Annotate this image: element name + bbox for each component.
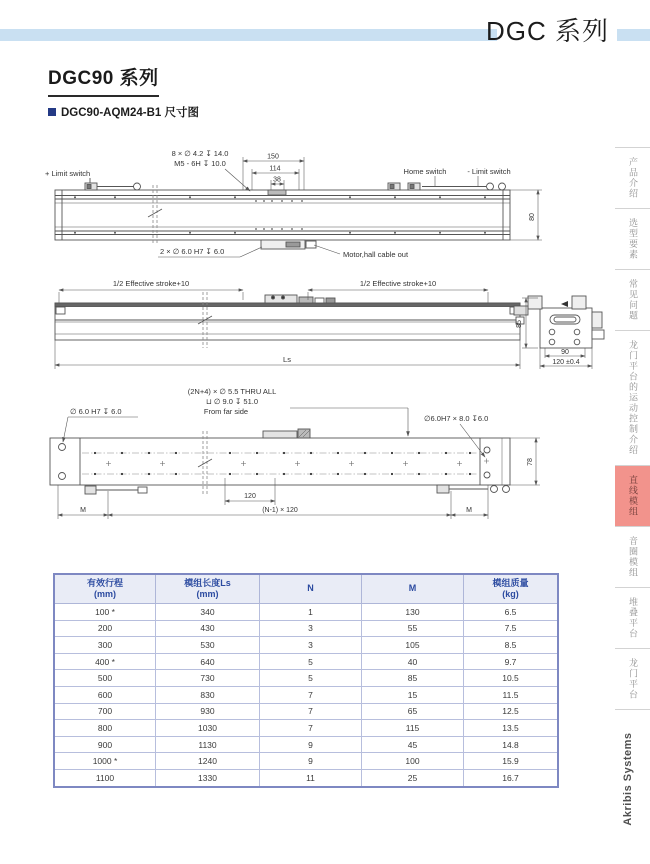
- spec-table: [53, 573, 559, 788]
- dim-80: 80: [529, 213, 536, 221]
- break-line: [148, 185, 162, 245]
- table-cell: 800: [54, 720, 156, 737]
- header-band-right: [617, 29, 650, 41]
- table-cell: 430: [156, 620, 260, 637]
- leader-line: [225, 169, 250, 191]
- sidebar-tab[interactable]: 常见问题: [615, 269, 650, 330]
- dim-85: 85: [516, 320, 523, 328]
- table-row: [54, 620, 558, 637]
- table-cell: 15.9: [464, 753, 559, 770]
- table-cell: 11.5: [464, 686, 559, 703]
- col-header-m: M: [362, 574, 464, 604]
- table-cell: 900: [54, 736, 156, 753]
- sidebar-tab[interactable]: 选型要素: [615, 208, 650, 269]
- dim-stroke-right: 1/2 Effective stroke+10: [359, 279, 437, 288]
- table-cell: 1000 *: [54, 753, 156, 770]
- sensor-top-right: [263, 429, 310, 438]
- label-minus-limit-switch: - Limit switch: [467, 167, 511, 176]
- table-cell: 9: [260, 736, 362, 753]
- table-cell: 3: [260, 620, 362, 637]
- label-home-switch: Home switch: [403, 167, 447, 176]
- table-cell: 25: [362, 769, 464, 786]
- label-thru-2: ⊔ ∅ 9.0 ↧ 51.0: [205, 397, 259, 406]
- table-cell: 7: [260, 686, 362, 703]
- dim-90: 90: [561, 349, 569, 356]
- side-view-carriage: [265, 295, 335, 303]
- dims-top: [243, 157, 304, 190]
- dim-78: 78: [527, 458, 534, 466]
- table-cell: 130: [362, 604, 464, 621]
- spec-table-header: [54, 574, 558, 604]
- table-cell: 85: [362, 670, 464, 687]
- dim-120: 120: [244, 493, 256, 500]
- limit-switch-left: [85, 178, 141, 190]
- table-cell: 100: [362, 753, 464, 770]
- table-row: [54, 686, 558, 703]
- brand-vertical-text: Akribis Systems: [622, 732, 634, 826]
- dim-stroke-left: 1/2 Effective stroke+10: [112, 279, 190, 288]
- table-cell: 500: [54, 670, 156, 687]
- table-cell: 7: [260, 720, 362, 737]
- label-plus-limit-switch: + Limit switch: [45, 169, 91, 178]
- table-cell: 1240: [156, 753, 260, 770]
- table-cell: 7: [260, 703, 362, 720]
- sidebar-tab[interactable]: 音圈模组: [615, 526, 650, 587]
- col-header-mass: 模组质量 (kg): [464, 574, 559, 604]
- table-cell: 65: [362, 703, 464, 720]
- page-title: DGC 系列: [485, 16, 609, 46]
- dim-80-lines: [510, 190, 542, 240]
- table-cell: 12.5: [464, 703, 559, 720]
- drawing-side-view: [40, 270, 612, 377]
- table-cell: 9: [260, 753, 362, 770]
- table-cell: 600: [54, 686, 156, 703]
- table-row: [54, 769, 558, 786]
- sensor-bottom-left: [85, 486, 147, 494]
- leader-motor: [314, 245, 340, 254]
- dim-150: 150: [267, 153, 279, 161]
- label-pin-left: ∅ 6.0 H7 ↧ 6.0: [70, 407, 122, 416]
- subsection-title-row: [48, 104, 199, 120]
- drawing-bottom-view: [40, 383, 612, 535]
- top-view-body: [55, 190, 510, 240]
- dim-38: 38: [273, 176, 281, 184]
- col-header-length: 模组长度Ls (mm): [156, 574, 260, 604]
- leader-pin-right: [460, 424, 485, 457]
- label-thru-1: (2N+4) × ∅ 5.5 THRU ALL: [187, 387, 277, 396]
- table-cell: 11: [260, 769, 362, 786]
- table-cell: 13.5: [464, 720, 559, 737]
- col-header-stroke: 有效行程 (mm): [54, 574, 156, 604]
- table-cell: 830: [156, 686, 260, 703]
- table-cell: 10.5: [464, 670, 559, 687]
- label-holes-2: M5 - 6H ↧ 10.0: [174, 159, 226, 168]
- label-pin-right: ∅6.0H7 × 8.0 ↧6.0: [424, 414, 489, 423]
- table-cell: 40: [362, 653, 464, 670]
- end-view: [514, 296, 604, 348]
- table-row: [54, 604, 558, 621]
- sidebar-tab[interactable]: 堆叠平台: [615, 587, 650, 648]
- table-cell: 45: [362, 736, 464, 753]
- drawing-top-view: [40, 143, 612, 267]
- table-cell: 300: [54, 637, 156, 654]
- table-cell: 16.7: [464, 769, 559, 786]
- table-row: [54, 653, 558, 670]
- sidebar-tab[interactable]: 龙门平台的运动控制介绍: [615, 330, 650, 465]
- top-view-screws: [74, 196, 486, 234]
- table-cell: 1130: [156, 736, 260, 753]
- dim-114: 114: [269, 165, 281, 173]
- table-cell: 3: [260, 637, 362, 654]
- col-header-n: N: [260, 574, 362, 604]
- carriage-bottom: [261, 240, 316, 249]
- dim-ls: Ls: [283, 355, 291, 364]
- plus-marks: [106, 459, 489, 467]
- table-cell: 1030: [156, 720, 260, 737]
- table-row: [54, 753, 558, 770]
- section-title: DGC90 系列: [48, 63, 159, 97]
- table-cell: 700: [54, 703, 156, 720]
- table-cell: 400 *: [54, 653, 156, 670]
- table-cell: 5: [260, 670, 362, 687]
- table-cell: 115: [362, 720, 464, 737]
- side-view-body: [55, 303, 520, 340]
- table-row: [54, 670, 558, 687]
- table-cell: 9.7: [464, 653, 559, 670]
- sidebar-tab[interactable]: 直线模组: [615, 465, 650, 526]
- table-cell: 105: [362, 637, 464, 654]
- subsection-title: DGC90-AQM24-B1 尺寸图: [61, 107, 200, 119]
- center-lines: [82, 453, 478, 474]
- label-pins: 2 × ∅ 6.0 H7 ↧ 6.0: [160, 247, 225, 256]
- sidebar: [615, 147, 650, 710]
- table-cell: 730: [156, 670, 260, 687]
- table-cell: 1100: [54, 769, 156, 786]
- square-bullet-icon: [48, 108, 56, 116]
- dim-m-left: M: [80, 507, 86, 514]
- sensor-bottom-right: [437, 485, 510, 493]
- table-cell: 15: [362, 686, 464, 703]
- table-cell: 5: [260, 653, 362, 670]
- table-cell: 14.8: [464, 736, 559, 753]
- table-row: [54, 720, 558, 737]
- table-cell: 8.5: [464, 637, 559, 654]
- label-thru-3: From far side: [203, 407, 249, 416]
- table-cell: 340: [156, 604, 260, 621]
- dim-n-pitch: (N-1) × 120: [262, 507, 298, 514]
- sidebar-tab[interactable]: 产品介绍: [615, 147, 650, 208]
- bottom-view-body: [50, 438, 510, 485]
- table-row: [54, 703, 558, 720]
- table-cell: 1330: [156, 769, 260, 786]
- sidebar-tab[interactable]: 龙门平台: [615, 648, 650, 710]
- table-cell: 100 *: [54, 604, 156, 621]
- table-cell: 200: [54, 620, 156, 637]
- switches-right: [388, 176, 506, 190]
- header-band-left: [0, 29, 497, 41]
- carriage-top: [268, 190, 286, 195]
- dim-m-right: M: [466, 507, 472, 514]
- table-cell: 930: [156, 703, 260, 720]
- table-cell: 55: [362, 620, 464, 637]
- table-cell: 6.5: [464, 604, 559, 621]
- label-holes-1: 8 × ∅ 4.2 ↧ 14.0: [171, 149, 229, 158]
- table-cell: 530: [156, 637, 260, 654]
- table-body: [54, 604, 558, 787]
- table-cell: 7.5: [464, 620, 559, 637]
- table-cell: 1: [260, 604, 362, 621]
- table-row: [54, 736, 558, 753]
- hole-pattern: [94, 452, 471, 475]
- table-cell: 640: [156, 653, 260, 670]
- table-row: [54, 637, 558, 654]
- label-motor-cable: Motor,hall cable out: [343, 250, 409, 259]
- dim-120-tol: 120 ±0.4: [552, 359, 580, 366]
